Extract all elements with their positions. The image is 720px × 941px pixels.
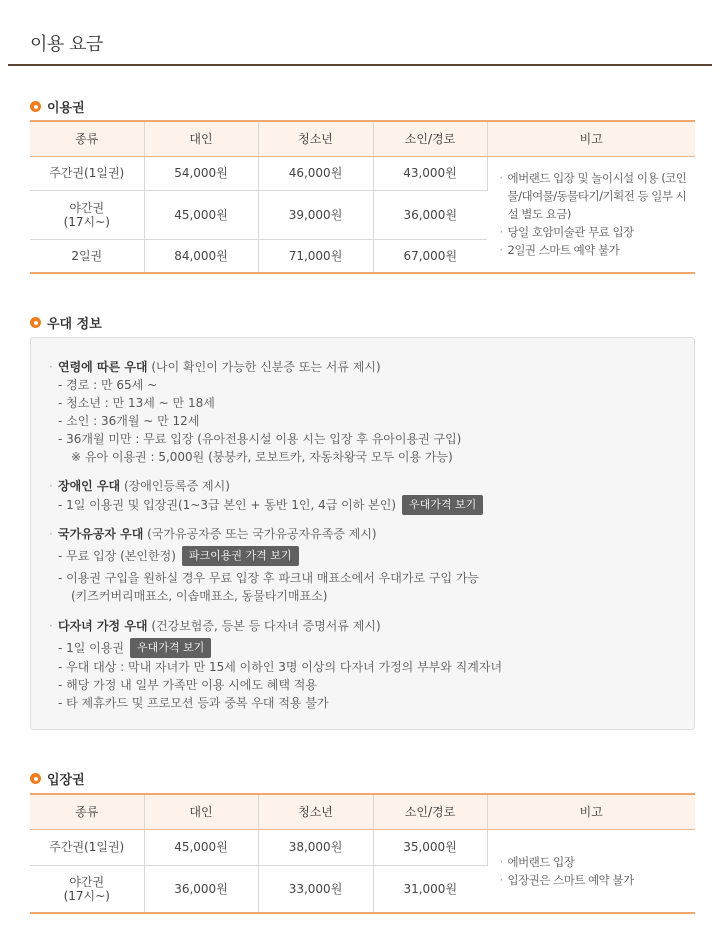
column-header-youth: 청소년 [258,794,373,829]
park-pass-price-button[interactable]: 파크이용권 가격 보기 [182,546,299,566]
column-header-note: 비고 [487,121,695,156]
pass-fee-table [30,120,695,274]
adult-price: 36,000원 [144,865,258,913]
discount-price-button[interactable]: 우대가격 보기 [402,495,483,515]
discount-section-title: 우대 정보 [47,317,102,332]
child-senior-price: 31,000원 [373,865,487,913]
child-senior-price: 36,000원 [373,190,487,239]
note-item: · 입장권은 스마트 예약 불가 [500,871,688,889]
ticket-type [30,239,144,273]
ticket-type [30,829,144,865]
ticket-section-heading [30,769,85,788]
pass-section-heading [30,97,85,116]
discount-group-multi-child [49,617,502,712]
discount-group-title: 국가유공자 우대 [58,527,144,541]
discount-info-box [30,337,695,730]
discount-group-disabled [49,477,483,515]
youth-price: 33,000원 [258,865,373,913]
discount-group-heading [49,525,479,543]
discount-group-desc: (장애인등록증 제시) [120,479,230,493]
discount-line: - 타 제휴카드 및 프로모션 등과 중복 우대 적용 불가 [58,696,329,710]
child-senior-price: 67,000원 [373,239,487,273]
adult-price: 45,000원 [144,829,258,865]
discount-line-row [49,638,502,658]
discount-line: - 이용권 구입을 원하실 경우 무료 입장 후 파크내 매표소에서 우대가로 구입 가능 [58,571,480,585]
note-cell [487,156,695,273]
column-header-adult: 대인 [144,121,258,156]
discount-line: - 해당 가정 내 일부 가족만 이용 시에도 혜택 적용 [58,678,317,692]
discount-group-heading [49,477,483,495]
discount-line: (키즈커버리매표소, 이솝매표소, 동물타기매표소) [71,589,328,603]
discount-line: - 1일 이용권 [58,641,124,655]
note-item: · 2일권 스마트 예약 불가 [500,241,688,259]
child-senior-price: 35,000원 [373,829,487,865]
note-item: · 에버랜드 입장 [500,853,688,871]
ticket-type [30,865,144,913]
table-header-row [30,121,695,156]
adult-price: 54,000원 [144,156,258,190]
discount-line: - 무료 입장 (본인한정) [58,549,176,563]
discount-line: - 경로 : 만 65세 ~ [58,378,158,392]
column-header-adult: 대인 [144,794,258,829]
orange-circle-bullet-icon [30,773,41,784]
youth-price: 38,000원 [258,829,373,865]
youth-price: 46,000원 [258,156,373,190]
ticket-type-label: 야간권 [69,874,105,889]
ticket-type [30,190,144,239]
child-senior-price: 43,000원 [373,156,487,190]
youth-price: 71,000원 [258,239,373,273]
pass-section-title: 이용권 [47,101,85,116]
discount-line: - 청소년 : 만 13세 ~ 만 18세 [58,396,215,410]
column-header-child-senior: 소인/경로 [373,794,487,829]
ticket-type-time: (17시~) [63,888,110,903]
discount-group-heading [49,358,461,376]
discount-group-desc: (나이 확인이 가능한 신분증 또는 서류 제시) [147,360,381,374]
orange-circle-bullet-icon [30,317,41,328]
discount-group-title: 다자녀 가정 우대 [58,619,148,633]
discount-line-row [49,495,483,515]
discount-line: - 소인 : 36개월 ~ 만 12세 [58,414,200,428]
ticket-type-label: 주간권(1일권) [49,166,125,180]
column-header-child-senior: 소인/경로 [373,121,487,156]
table-row [30,156,695,190]
discount-group-heading [49,617,502,635]
discount-group-title: 장애인 우대 [58,479,121,493]
discount-group-desc: (국가유공자증 또는 국가유공자유족증 제시) [143,527,377,541]
ticket-type [30,156,144,190]
adult-price: 45,000원 [144,190,258,239]
ticket-type-time: (17시~) [63,214,110,229]
discount-line: - 36개월 미만 : 무료 입장 (유아전용시설 이용 시는 입장 후 유아이용권 구입) [58,432,462,446]
column-header-youth: 청소년 [258,121,373,156]
discount-group-desc: (건강보험증, 등본 등 다자녀 증명서류 제시) [147,619,381,633]
discount-section-heading [30,313,102,332]
discount-price-button[interactable]: 우대가격 보기 [130,638,211,658]
title-divider [8,64,712,66]
youth-price: 39,000원 [258,190,373,239]
table-header-row [30,794,695,829]
discount-group-title: 연령에 따른 우대 [58,360,148,374]
orange-circle-bullet-icon [30,101,41,112]
page-title: 이용 요금 [30,34,103,55]
note-item: · 당일 호암미술관 무료 입장 [500,223,688,241]
ticket-type-label: 야간권 [69,200,105,215]
discount-line: - 1일 이용권 및 입장권(1~3급 본인 + 동반 1인, 4급 이하 본인) [58,498,396,512]
ticket-type-label: 주간권(1일권) [49,840,125,854]
column-header-type: 종류 [30,794,144,829]
ticket-section-title: 입장권 [47,773,85,788]
adult-price: 84,000원 [144,239,258,273]
note-item: · 에버랜드 입장 및 놀이시설 이용 (코인물/대여물/동물타기/기획전 등 일부 시설 별도 요금) [500,169,688,223]
table-row [30,829,695,865]
column-header-type: 종류 [30,121,144,156]
column-header-note: 비고 [487,794,695,829]
note-cell [487,829,695,913]
discount-line: ※ 유아 이용권 : 5,000원 (붕붕카, 로보트카, 자동차왕국 모두 이용 가능) [71,450,453,464]
admission-fee-table [30,793,695,914]
ticket-type-label: 2일권 [71,248,103,263]
discount-line-row [49,546,479,566]
discount-group-age [49,358,461,466]
discount-group-veteran [49,525,479,605]
discount-line: - 우대 대상 : 막내 자녀가 만 15세 이하인 3명 이상의 다자녀 가정의 부부와 직계자녀 [58,660,503,674]
